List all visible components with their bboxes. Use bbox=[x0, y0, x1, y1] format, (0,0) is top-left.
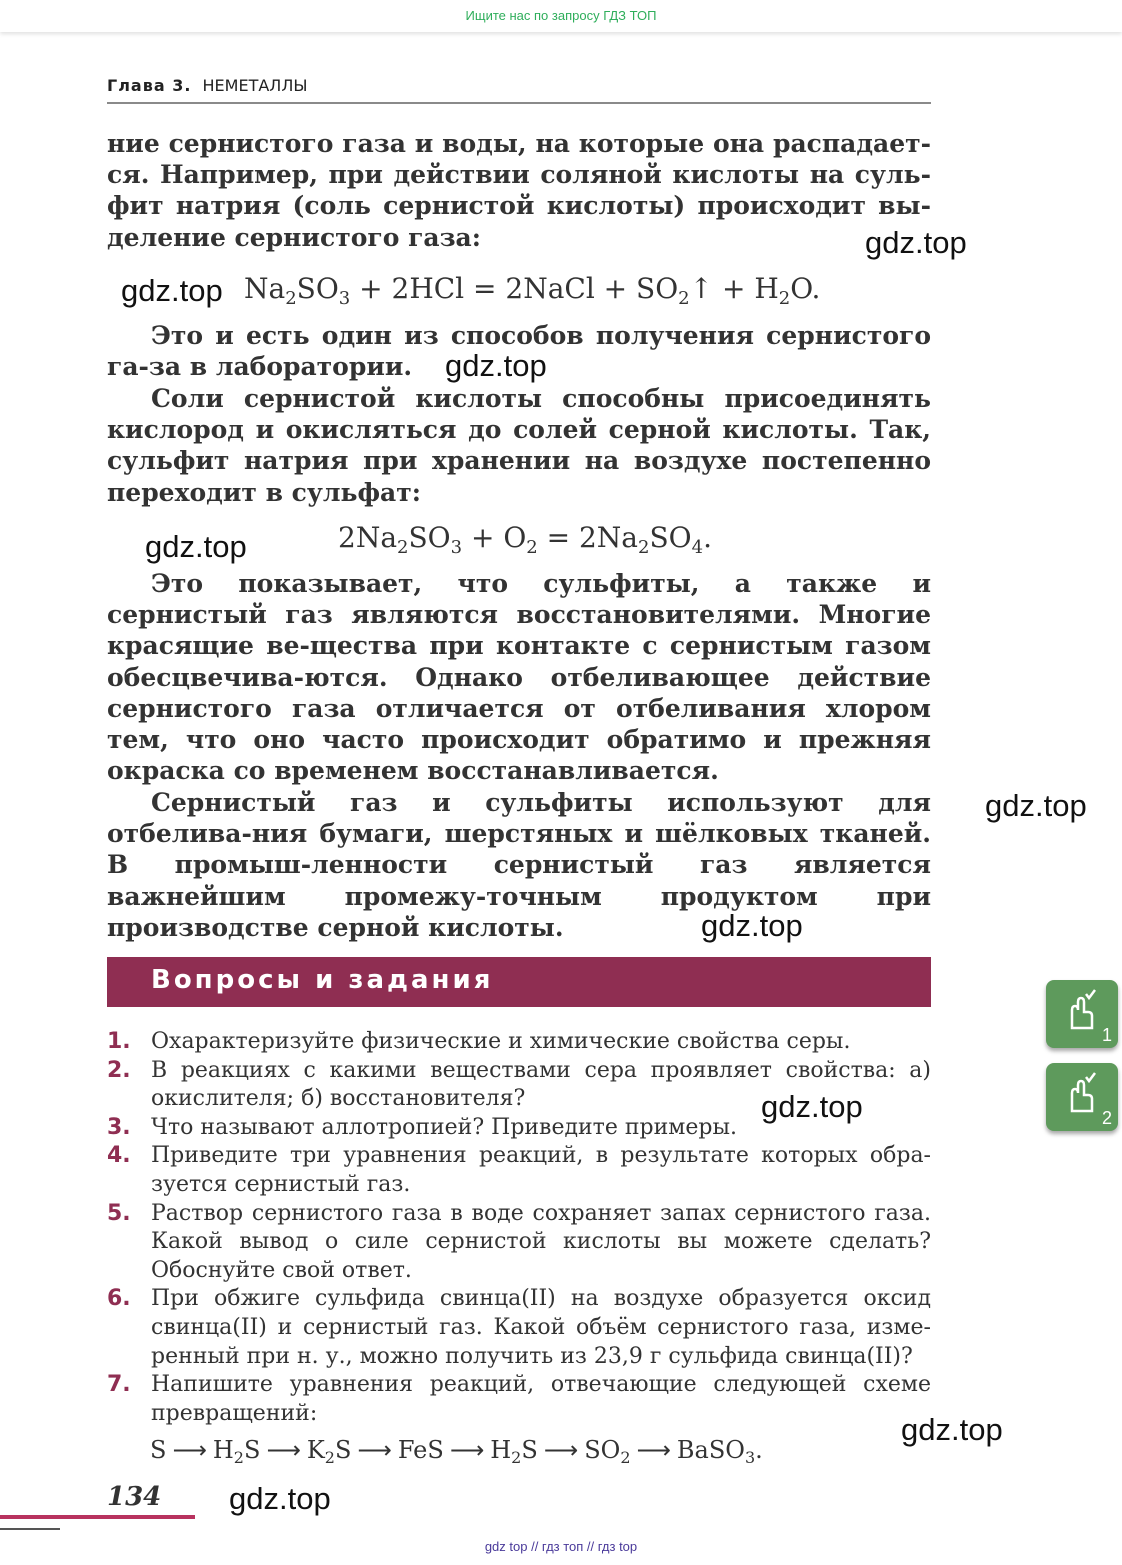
solution-button-number: 2 bbox=[1101, 1108, 1112, 1128]
equation-2: $2Na_2SO_3 + O_2 = 2Na_2SO_4$. bbox=[338, 521, 712, 558]
question-text: Что называют аллотропией? Приведите примеры. bbox=[151, 1114, 737, 1140]
question-item bbox=[107, 1371, 931, 1428]
conversion-chain: S ⟶ $H_2S$ ⟶ $K_2S$ ⟶ FeS ⟶ $H_2S$ ⟶ $SO_2$ ⟶ BaSO$_3$. bbox=[150, 1436, 763, 1467]
page-underline bbox=[0, 1515, 195, 1519]
question-number: 2. bbox=[107, 1057, 131, 1083]
question-item bbox=[107, 1028, 931, 1057]
watermark: gdz.top bbox=[901, 1412, 1003, 1447]
question-text: Приведите три уравнения реакций, в результате которых обра-зуется сернистый газ. bbox=[151, 1143, 931, 1197]
chapter-title: НЕМЕТАЛЛЫ bbox=[202, 76, 308, 95]
paragraph-2: Это и есть один из способов получения сернистого га-за в лаборатории. bbox=[107, 321, 931, 382]
solution-button-2[interactable] bbox=[1046, 1063, 1118, 1131]
watermark: gdz.top bbox=[121, 273, 223, 308]
watermark: gdz.top bbox=[145, 529, 247, 564]
question-text: Охарактеризуйте физические и химические свойства серы. bbox=[151, 1029, 851, 1054]
top-banner: Ищите нас по запросу ГДЗ ТОП bbox=[0, 0, 1122, 32]
question-item bbox=[107, 1200, 931, 1286]
question-number: 1. bbox=[107, 1029, 131, 1054]
equation-1: $Na_2SO_3 + 2HCl$ = 2NaCl + $SO_2↑ + H_2O$. bbox=[244, 272, 821, 309]
question-number: 5. bbox=[107, 1200, 131, 1226]
page-number: 134 bbox=[107, 1482, 162, 1512]
hand-pointer-icon bbox=[1060, 1071, 1100, 1119]
questions-header-title: Вопросы и задания bbox=[151, 965, 494, 995]
question-text: Раствор сернистого газа в воде сохраняет запах сернистого газа. Какой вывод о силе сернистой кислоты вы можете сделать? Обоснуйте свой ответ. bbox=[151, 1200, 931, 1283]
question-item bbox=[107, 1142, 931, 1199]
paragraph-5: Сернистый газ и сульфиты используют для отбелива-ния бумаги, шерстяных и шёлковых тканей. В промыш-ленности сернистый газ является важнейшим промежу-точным продуктом при производстве серной кислоты. bbox=[107, 788, 931, 942]
questions-header bbox=[107, 957, 931, 1007]
paragraph-3: Соли сернистой кислоты способны присоединять кислород и окисляться до солей серной кислоты. Так, сульфит натрия при хранении на воздухе постепенно переходит в сульфат: bbox=[107, 384, 931, 507]
question-number: 4. bbox=[107, 1143, 131, 1169]
hand-pointer-icon bbox=[1060, 988, 1100, 1036]
chapter-header bbox=[107, 76, 931, 104]
chapter-label: Глава 3. bbox=[107, 76, 192, 95]
question-number: 7. bbox=[107, 1372, 131, 1398]
watermark: gdz.top bbox=[985, 788, 1087, 823]
footer-links: gdz top // гдз топ // гдз top bbox=[484, 1539, 638, 1554]
watermark: gdz.top bbox=[445, 348, 547, 383]
solution-button-1[interactable] bbox=[1046, 980, 1118, 1048]
paragraph-1: ние сернистого газа и воды, на которые она распадает-ся. Например, при действии соляной кислоты на суль-фит натрия (соль сернистой кислоты) происходит вы-деление сернистого газа: bbox=[107, 129, 931, 252]
page-underline-thin bbox=[0, 1528, 60, 1530]
watermark: gdz.top bbox=[865, 225, 967, 260]
question-text: В реакциях с какими веществами сера проявляет свойства: а) окислителя; б) восстановителя? bbox=[151, 1057, 931, 1112]
question-number: 3. bbox=[107, 1114, 131, 1140]
solution-button-number: 1 bbox=[1101, 1025, 1112, 1045]
question-number: 6. bbox=[107, 1286, 131, 1312]
question-item bbox=[107, 1285, 931, 1371]
watermark: gdz.top bbox=[229, 1481, 331, 1516]
paragraph-4: Это показывает, что сульфиты, а также и сернистый газ являются восстановителями. Многие красящие ве-щества при контакте с сернистым газом обесцвечива-ются. Однако отбеливающее действие сернистого газа отличается от отбеливания хлором тем, что оно часто происходит обратимо и прежняя окраска со временем восстанавливается. bbox=[107, 569, 931, 786]
question-text: Напишите уравнения реакций, отвечающие следующей схеме превращений: bbox=[151, 1372, 931, 1426]
question-text: При обжиге сульфида свинца(II) на воздухе образуется оксид свинца(II) и сернистый газ. Какой объём сернистого газа, изме-ренный при н. у., можно получить из 23,9 г сульфида свинца(II)? bbox=[151, 1286, 931, 1369]
watermark: gdz.top bbox=[761, 1089, 863, 1124]
watermark: gdz.top bbox=[701, 908, 803, 943]
